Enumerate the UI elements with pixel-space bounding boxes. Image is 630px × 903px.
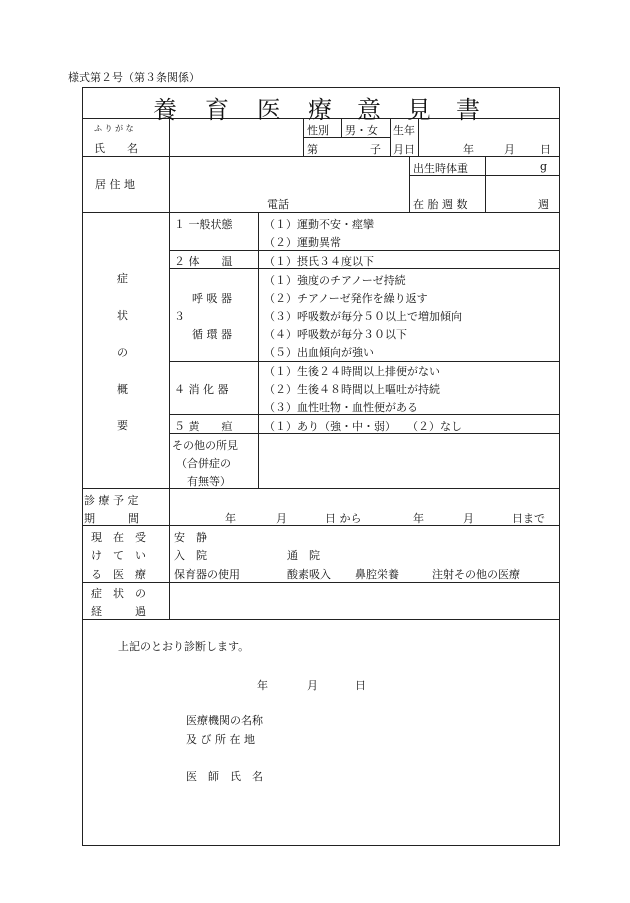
treatment-label-2: け て い xyxy=(91,549,146,562)
period-start-day: 日 から xyxy=(325,512,362,525)
symptoms-char-1: 症 xyxy=(117,272,128,285)
treatment-outpatient: 通 院 xyxy=(287,549,320,562)
jaundice-label: ５ 黄 疸 xyxy=(174,420,233,433)
resp-number: ３ xyxy=(174,310,185,323)
other-label-1: その他の所見 xyxy=(172,439,238,452)
declaration-month: 月 xyxy=(307,679,318,692)
title-char-7: 書 xyxy=(456,96,482,124)
digest-item-3: （３）血性吐物・血性便がある xyxy=(264,401,418,414)
dob-day: 日 xyxy=(540,143,551,156)
order-prefix: 第 xyxy=(307,143,318,156)
resp-item-2: （２）チアノーゼ発作を繰り返す xyxy=(264,292,428,305)
name-label: 氏 名 xyxy=(94,142,138,155)
birth-weight-unit: g xyxy=(540,160,548,173)
title-char-6: 見 xyxy=(407,96,433,124)
order-suffix: 子 xyxy=(370,143,381,156)
dob-label-2: 月日 xyxy=(393,143,415,156)
symptoms-char-3: の xyxy=(117,346,128,359)
dob-month: 月 xyxy=(504,143,515,156)
doctor-label: 医 師 氏 名 xyxy=(186,770,263,783)
institution-label-1: 医療機関の名称 xyxy=(186,714,263,727)
period-end-year: 年 xyxy=(413,512,424,525)
resp-item-5: （５）出血傾向が強い xyxy=(264,346,374,359)
sex-label: 性別 xyxy=(307,124,329,137)
title-char-2: 育 xyxy=(205,96,231,124)
temp-label: ２ 体 温 xyxy=(174,255,233,268)
treatment-label-1: 現 在 受 xyxy=(91,531,146,544)
period-end-month: 月 xyxy=(463,512,474,525)
treatment-rest: 安 静 xyxy=(174,531,207,544)
temp-item-1: （１）摂氏３４度以下 xyxy=(264,255,374,268)
other-label-3: 有無等） xyxy=(176,475,231,488)
general-item-1: （１）運動不安・痙攣 xyxy=(264,218,374,231)
resp-item-3: （３）呼吸数が毎分５０以上で増加傾向 xyxy=(264,310,462,323)
dob-label-1: 生年 xyxy=(393,124,415,137)
declaration-statement: 上記のとおり診断します。 xyxy=(118,640,250,653)
resp-label-2: 循 環 器 xyxy=(192,328,232,341)
schedule-label-2: 期 間 xyxy=(84,512,139,525)
treatment-label-3: る 医 療 xyxy=(91,568,146,581)
digest-label: ４ 消 化 器 xyxy=(174,383,229,396)
general-item-2: （２）運動異常 xyxy=(264,236,341,249)
phone-label: 電話 xyxy=(267,198,289,211)
treatment-incubator: 保育器の使用 xyxy=(174,568,240,581)
symptoms-char-4: 概 xyxy=(117,383,128,396)
treatment-oxygen: 酸素吸入 xyxy=(287,568,331,581)
resp-label-1: 呼 吸 器 xyxy=(192,292,232,305)
progress-label-1: 症 状 の xyxy=(91,587,146,600)
jaundice-value: （１）あり（強・中・弱） （２）なし xyxy=(264,420,462,433)
dob-year: 年 xyxy=(463,143,474,156)
title-char-1: 養 xyxy=(153,96,179,124)
institution-label-2: 及 び 所 在 地 xyxy=(186,733,255,746)
declaration-year: 年 xyxy=(257,679,268,692)
digest-item-2: （２）生後４８時間以上嘔吐が持続 xyxy=(264,383,440,396)
symptoms-char-5: 要 xyxy=(117,419,128,432)
gestation-unit: 週 xyxy=(538,198,549,211)
form-outer-border xyxy=(83,88,560,846)
title-char-4: 療 xyxy=(308,96,334,124)
title-char-5: 意 xyxy=(357,96,383,124)
period-start-year: 年 xyxy=(225,512,236,525)
title-char-3: 医 xyxy=(257,96,283,124)
address-label: 居 住 地 xyxy=(95,178,135,191)
progress-label-2: 経 過 xyxy=(91,605,146,618)
symptoms-char-2: 状 xyxy=(117,309,128,322)
form-number: 様式第２号（第３条関係） xyxy=(68,71,200,84)
schedule-label-1: 診 療 予 定 xyxy=(84,494,139,507)
resp-item-1: （１）強度のチアノーゼ持続 xyxy=(264,274,406,287)
general-label: １ 一般状態 xyxy=(174,218,233,231)
resp-item-4: （４）呼吸数が毎分３０以下 xyxy=(264,328,407,341)
treatment-injection: 注射その他の医療 xyxy=(432,568,520,581)
other-label-2: （合併症の xyxy=(176,457,231,470)
digest-item-1: （１）生後２４時間以上排便がない xyxy=(264,365,440,378)
period-end-day: 日まで xyxy=(512,512,545,525)
treatment-inpatient: 入 院 xyxy=(174,549,207,562)
treatment-nasal: 鼻腔栄養 xyxy=(355,568,399,581)
furigana-label: ふ り が な xyxy=(94,124,134,133)
sex-value: 男・女 xyxy=(345,124,378,137)
period-start-month: 月 xyxy=(276,512,287,525)
declaration-day: 日 xyxy=(355,679,366,692)
birth-weight-label: 出生時体重 xyxy=(413,162,468,175)
gestation-label: 在 胎 週 数 xyxy=(413,198,468,211)
